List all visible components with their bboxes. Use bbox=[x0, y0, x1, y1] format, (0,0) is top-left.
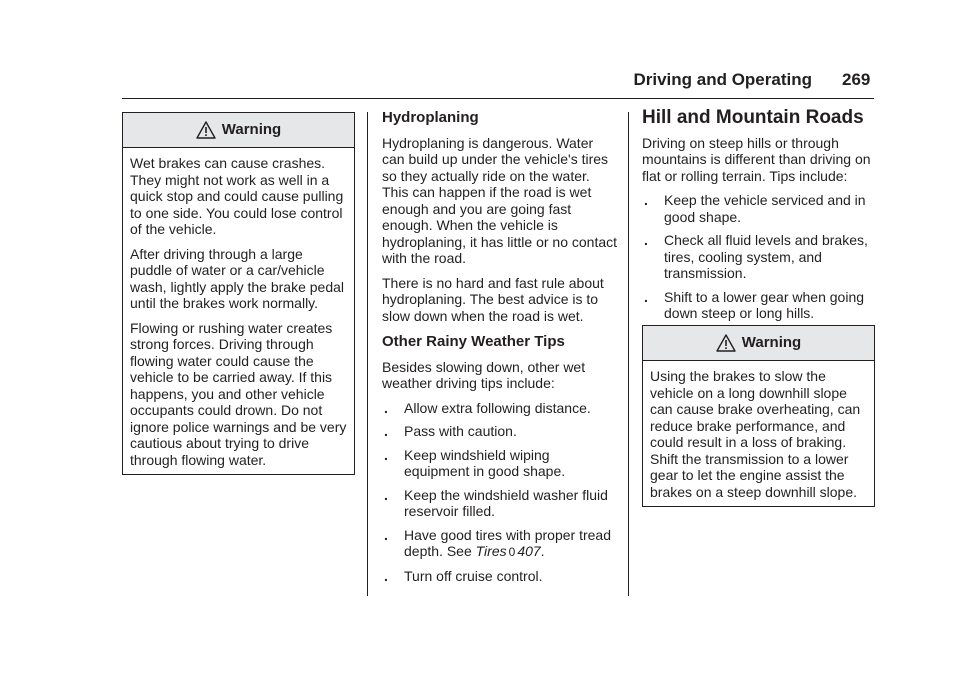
hill-roads-list bbox=[642, 192, 875, 322]
list-item-text: Keep windshield wiping equipment in good shape. bbox=[404, 446, 566, 479]
warning-header bbox=[643, 326, 874, 361]
list-item bbox=[382, 447, 618, 480]
column-2 bbox=[382, 110, 618, 591]
warning-paragraph: After driving through a large puddle of water or a car/vehicle wash, lightly apply the brake pedal until the brakes work normally. bbox=[130, 245, 345, 311]
list-item-text: Pass with caution. bbox=[404, 423, 517, 439]
list-item bbox=[382, 527, 618, 561]
cross-reference-page[interactable]: 407 bbox=[517, 543, 541, 559]
bullet-marker: . bbox=[644, 288, 648, 305]
warning-header bbox=[123, 113, 354, 148]
column-divider-1 bbox=[367, 112, 368, 596]
warning-paragraph: Wet brakes can cause crashes. They might not work as well in a quick stop and could cause pulling to one side. You could lose control of the vehicle. bbox=[130, 155, 344, 237]
list-item-text: Shift to a lower gear when going down steep or long hills. bbox=[664, 288, 865, 321]
hill-roads-heading: Hill and Mountain Roads bbox=[642, 107, 864, 128]
warning-body bbox=[643, 361, 874, 506]
list-item-text: Keep the vehicle serviced and in good shape. bbox=[664, 192, 866, 225]
tires-cross-reference-link[interactable]: Tires bbox=[475, 543, 507, 559]
bullet-marker: . bbox=[384, 526, 388, 543]
list-item-text: Turn off cruise control. bbox=[404, 567, 543, 584]
bullet-marker: . bbox=[384, 423, 388, 439]
warning-box-downhill-brakes bbox=[642, 325, 875, 507]
list-item-suffix: . bbox=[540, 543, 545, 559]
warning-box-wet-brakes bbox=[122, 112, 355, 475]
warning-body bbox=[123, 148, 354, 474]
rainy-tips-list bbox=[382, 400, 618, 585]
hydroplaning-heading: Hydroplaning bbox=[382, 109, 479, 126]
column-3 bbox=[642, 107, 875, 329]
page-reference-icon: 0 bbox=[508, 545, 516, 559]
warning-title: Warning bbox=[221, 120, 282, 138]
list-item bbox=[382, 400, 618, 417]
list-item bbox=[642, 289, 875, 322]
bullet-marker: . bbox=[384, 567, 388, 584]
hill-roads-intro: Driving on steep hills or through mountains is different than driving on flat or rolling terrain. Tips include: bbox=[642, 134, 871, 184]
page-number: 269 bbox=[842, 70, 871, 89]
list-item-text: Have good tires with proper tread depth. See bbox=[404, 526, 611, 559]
list-item-text: Keep the windshield washer fluid reservoir filled. bbox=[404, 486, 608, 519]
bullet-marker: . bbox=[384, 399, 388, 416]
bullet-marker: . bbox=[384, 486, 388, 503]
list-item bbox=[382, 568, 618, 585]
bullet-marker: . bbox=[644, 232, 648, 248]
rainy-tips-intro: Besides slowing down, other wet weather driving tips include: bbox=[382, 358, 586, 391]
column-divider-2 bbox=[628, 112, 629, 596]
warning-paragraph: Using the brakes to slow the vehicle on a long downhill slope can cause brake overheating, can reduce brake performance, and could result in a loss of braking. Shift the transmission to a lower gear to let the engine assist the brakes on a steep downhill slope. bbox=[650, 368, 861, 500]
warning-triangle-icon bbox=[716, 334, 736, 352]
warning-paragraph: Flowing or rushing water creates strong forces. Driving through flowing water could cause the vehicle to be carried away. If this happens, you and other vehicle occupants could drown. Do not ignore police warnings and be very cautious about trying to drive through flowing water. bbox=[130, 319, 347, 468]
warning-title: Warning bbox=[741, 333, 802, 351]
rainy-tips-heading: Other Rainy Weather Tips bbox=[382, 333, 565, 350]
list-item bbox=[382, 487, 618, 520]
running-header-title: Driving and Operating bbox=[633, 70, 812, 89]
list-item bbox=[642, 232, 875, 282]
hydroplaning-paragraph: Hydroplaning is dangerous. Water can build up under the vehicle's tires so they actually ride on the water. This can happen if the road is wet enough and you are going fast enough. When the vehicle is hydroplaning, it has little or no contact with the road. bbox=[382, 134, 618, 266]
list-item bbox=[382, 423, 618, 440]
list-item bbox=[642, 192, 875, 225]
hydroplaning-paragraph: There is no hard and fast rule about hydroplaning. The best advice is to slow down when the road is wet. bbox=[382, 274, 604, 324]
list-item-text: Check all fluid levels and brakes, tires, cooling system, and transmission. bbox=[664, 232, 868, 281]
bullet-marker: . bbox=[644, 192, 648, 208]
header-rule bbox=[122, 98, 874, 99]
list-item-text: Allow extra following distance. bbox=[404, 399, 591, 416]
bullet-marker: . bbox=[384, 446, 388, 463]
warning-triangle-icon bbox=[196, 121, 216, 139]
